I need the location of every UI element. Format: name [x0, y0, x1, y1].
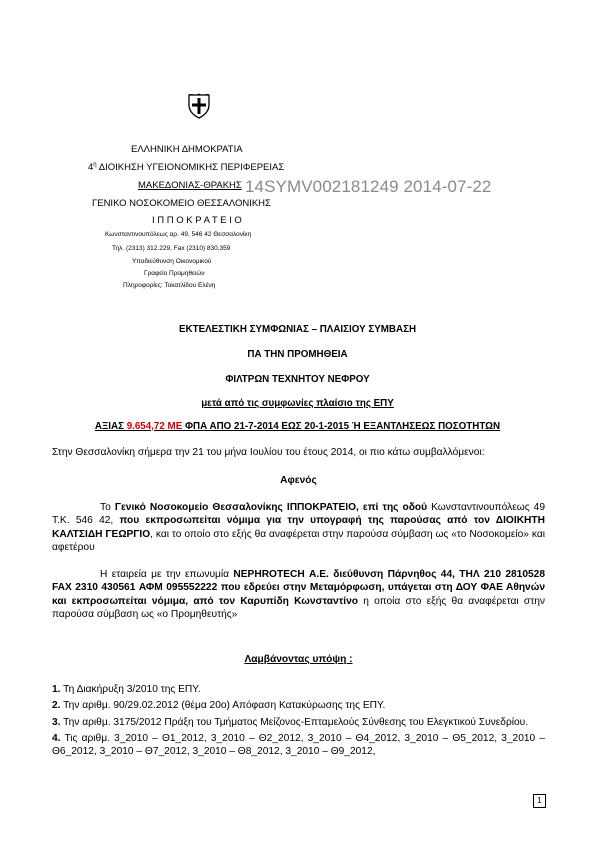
- header-line-2: $4^\eta$ ΔΙΟΙΚΗΣΗ ΥΓΕΙΟΝΟΜΙΚΗΣ ΠΕΡΙΦΕΡΕΙΑΣ: [88, 162, 285, 174]
- party-supplier-paragraph: Η εταιρεία με την επωνυμία NEPHROTECH Α.Ε. διεύθυνση Πάρνηθος 44, ΤΗΛ 210 2810528 FAX 2310 430561 ΑΦΜ 095552222 που εδρεύει στην Μεταμόρφωση, υπάγεται στη ΔΟΥ ΦΑΕ Αθηνών και εκπροσωπείται νόμιμα, από τον Καρυπίδη Κωνσταντίνο η οποία στο εξής θα αναφέρεται στην παρούσα σύμβαση ως «ο Προμηθευτής»: [52, 569, 546, 620]
- title-2: ΠΑ ΤΗΝ ΠΡΟΜΗΘΕΙΑ: [247, 349, 348, 360]
- afenos-heading: Αφενός: [280, 475, 317, 486]
- title-3: ΦΙΛΤΡΩΝ ΤΕΧΝΗΤΟΥ ΝΕΦΡΟΥ: [225, 374, 370, 385]
- intro-paragraph: Στην Θεσσαλονίκη σήμερα την 21 του μήνα Ιουλίου του έτους 2014, οι πιο κάτω συμβαλλόμενοι:: [52, 447, 485, 458]
- header-line-4: ΓΕΝΙΚΟ ΝΟΣΟΚΟΜΕΙΟ ΘΕΣΣΑΛΟΝΙΚΗΣ: [92, 198, 271, 209]
- title-4: μετά από τις συμφωνίες πλαίσιο της ΕΠΥ: [201, 398, 394, 409]
- header-office: Γραφείο Προμηθειών: [144, 270, 205, 277]
- list-item: 3. Την αριθμ. 3175/2012 Πράξη του Τμήματος Μείζονος-Επταμελούς Σύνθεσης του Ελεγκτικού Συνεδρίου.: [52, 716, 529, 728]
- considerations-list: [52, 683, 545, 761]
- header-line-1: ΕΛΛΗΝΙΚΗ ΔΗΜΟΚΡΑΤΙΑ: [131, 144, 243, 155]
- considering-heading: Λαμβάνοντας υπόψη :: [244, 654, 353, 665]
- title-5: ΑΞΙΑΣ 9.654,72 ΜΕ ΦΠΑ ΑΠΟ 21-7-2014 ΕΩΣ 20-1-2015 Ή ΕΞΑΝΤΛΗΣΕΩΣ ΠΟΣΟΤΗΤΩΝ: [94, 421, 501, 432]
- ada-stamp: 14SYMV002181249 2014-07-22: [245, 177, 492, 196]
- header-line-5: Ι Π Π Ο Κ Ρ Α Τ Ε Ι Ο: [152, 215, 242, 226]
- header-phone: Τηλ. (2313) 312.229, Fax (2310) 830.359: [112, 245, 231, 252]
- greek-state-emblem-icon: [186, 93, 212, 119]
- list-item: 4. Τις αριθμ. 3_2010 – Θ1_2012, 3_2010 – Θ2_2012, 3_2010 – Θ4_2012, 3_2010 – Θ5_2012, 3_2010 – Θ6_2012, 3_2010 – Θ7_2012, 3_2010 – Θ8_2012, 3_2010 – Θ9_2012,: [52, 732, 545, 758]
- header-dept: Υποδιεύθυνση Οικονομικού: [132, 258, 212, 265]
- list-item: 1. Τη Διακήρυξη 3/2010 της ΕΠΥ.: [52, 684, 201, 695]
- header-info: Πληροφορίες: Τοκατλίδου Ελένη: [123, 282, 216, 289]
- header-address: Κωνσταντινουπόλεως αρ. 49, 546 42 Θεσσαλονίκη: [105, 231, 252, 238]
- party-hospital-paragraph: Το Γενικό Νοσοκομείο Θεσσαλονίκης ΙΠΠΟΚΡΑΤΕΙΟ, επί της οδού Κωνσταντινουπόλεως 49 Τ.Κ. 546 42, που εκπροσωπείται νόμιμα για την υπογραφή της παρούσας από τον ΔΙΟΙΚΗΤΗ ΚΑΛΤΣΙΔΗ ΓΕΩΡΓΙΟ, και το οποίο στο εξής θα αναφέρεται στην παρούσα σύμβαση ως «το Νοσοκομείο» και αφετέρου: [52, 502, 545, 553]
- title-1: ΕΚΤΕΛΕΣΤΙΚΗ ΣΥΜΦΩΝΙΑΣ – ΠΛΑΙΣΙΟΥ ΣΥΜΒΑΣΗ: [178, 324, 417, 335]
- page-number: 1: [533, 794, 546, 808]
- header-line-3: ΜΑΚΕΔΟΝΙΑΣ-ΘΡΑΚΗΣ: [138, 180, 242, 191]
- list-item: 2. Την αριθμ. 90/29.02.2012 (θέμα 20ο) Απόφαση Κατακύρωσης της ΕΠΥ.: [52, 700, 386, 712]
